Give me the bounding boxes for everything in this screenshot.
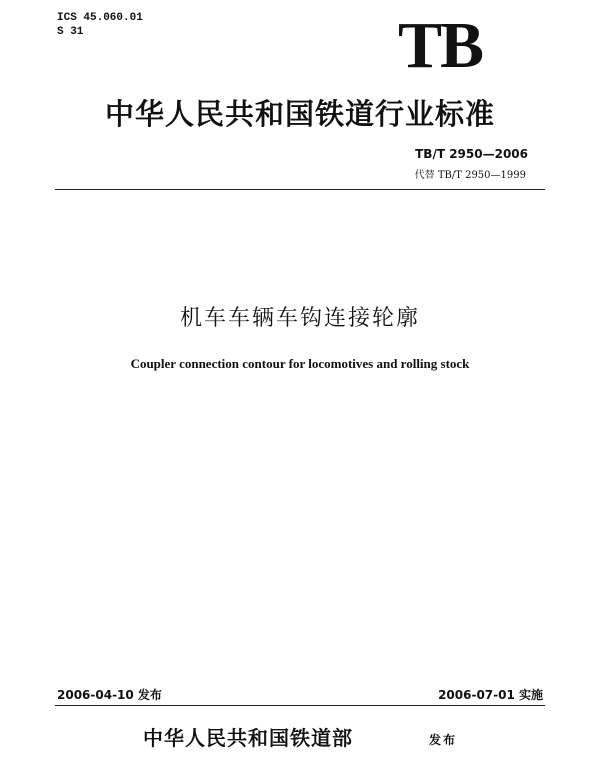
issuing-authority-suffix: 发布	[429, 733, 458, 747]
ics-code: ICS 45.060.01	[57, 12, 143, 24]
standard-number: TB/T 2950—2006	[415, 147, 528, 161]
issuing-authority: 中华人民共和国铁道部	[143, 726, 353, 750]
document-title-english: Coupler connection contour for locomotives and rolling stock	[130, 356, 470, 371]
class-code: S 31	[57, 26, 84, 38]
top-divider	[55, 189, 545, 190]
document-title-chinese: 机车车辆车钩连接轮廓	[179, 306, 420, 331]
bottom-divider	[55, 705, 545, 706]
issue-date: 2006-04-10 发布	[57, 688, 162, 702]
tb-logo: TB	[398, 9, 483, 82]
replaces-note: 代替 TB/T 2950—1999	[414, 170, 526, 181]
classification-codes	[57, 11, 143, 39]
implementation-date: 2006-07-01 实施	[438, 688, 543, 702]
standard-category-title: 中华人民共和国铁道行业标准	[104, 97, 495, 131]
